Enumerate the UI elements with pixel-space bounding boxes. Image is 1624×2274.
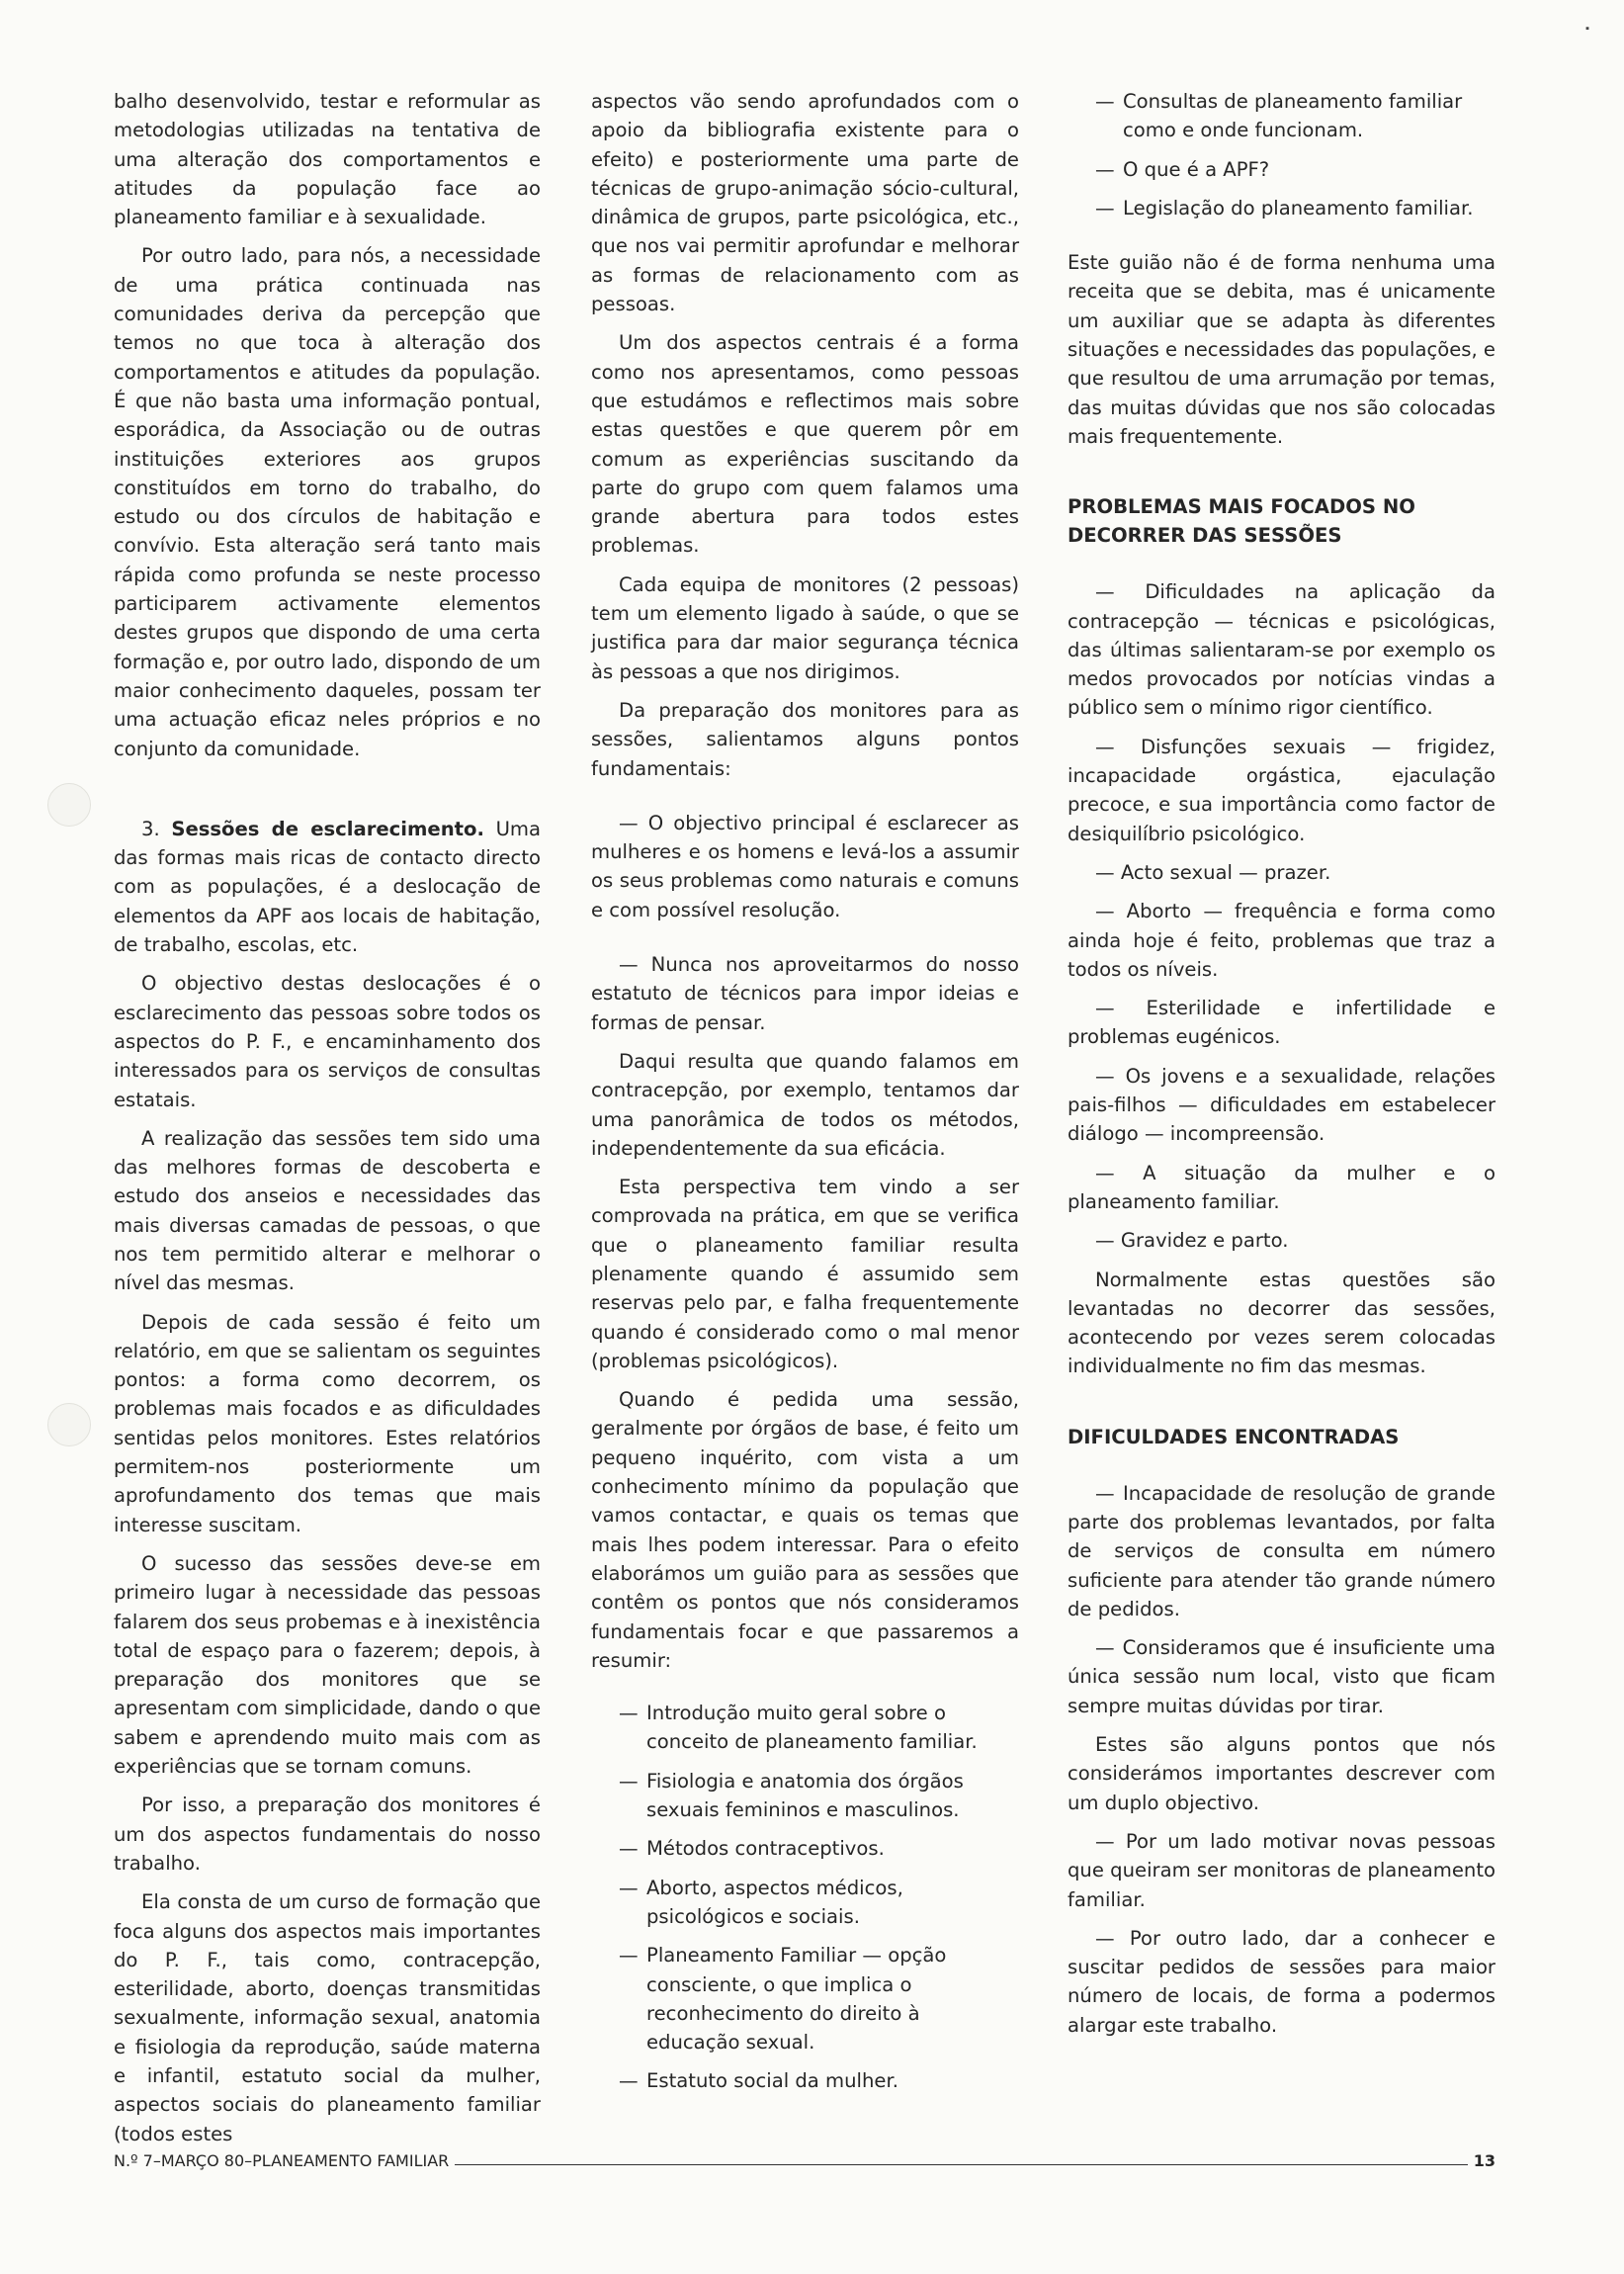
punch-hole-top	[47, 783, 91, 827]
paragraph: balho desenvolvido, testar e reformular as metodologias utilizadas na tentativa de uma alteração dos comportamentos e atitudes da população face ao planeamento familiar e à sexualidade.	[114, 90, 541, 229]
paragraph: Este guião não é de forma nenhuma uma receita que se debita, mas é unicamente um auxiliar que se adapta às diferentes situações e necessidades das populações, e que resultou de uma arrumação por temas, das muitas dúvidas que nos são colocadas mais frequentemente.	[1068, 251, 1496, 448]
problem-item: — Acto sexual — prazer.	[1095, 860, 1331, 884]
objective-item: — Por um lado motivar novas pessoas que queiram ser monitoras de planeamento familiar.	[1068, 1829, 1496, 1911]
paragraph: Normalmente estas questões são levantadas no decorrer das sessões, acontecendo por vezes serem colocadas individualmente no fim das mesmas.	[1068, 1268, 1496, 1378]
paragraph: Por isso, a preparação dos monitores é um dos aspectos fundamentais do nosso trabalho.	[114, 1793, 541, 1875]
list-item: — O que é a APF?	[1095, 157, 1270, 181]
paragraph: Esta perspectiva tem vindo a ser comprovada na prática, em que se verifica que o planeamento familiar resulta plenamente quando é assumido sem reservas pelo par, e falha frequentemente quando é considerado como o mal menor (problemas psicológicos).	[591, 1176, 1019, 1372]
guide-topics-list	[591, 1699, 1019, 2096]
difficulty-item: — Consideramos que é insuficiente uma única sessão num local, visto que ficam sempre muitas dúvidas por tirar.	[1068, 1636, 1496, 1717]
difficulty-item: — Incapacidade de resolução de grande parte dos problemas levantados, por falta de serviços de consulta em número suficiente para atender tão grande número de pedidos.	[1068, 1481, 1496, 1620]
guide-topics-list-continued	[1068, 87, 1496, 222]
list-item: — Consultas de planeamento familiar como e onde funcionam.	[1095, 90, 1463, 142]
list-item: — Fisiologia e anatomia dos órgãos sexuais femininos e masculinos.	[619, 1769, 964, 1822]
paragraph: Um dos aspectos centrais é a forma como nos apresentamos, como pessoas que estudámos e reflectimos mais sobre estas questões e que querem pôr em comum as experiências suscitando da parte do grupo com quem falamos uma grande abertura para todos estes problemas.	[591, 331, 1019, 558]
problem-item: — Os jovens e a sexualidade, relações pais-filhos — dificuldades em estabelecer diálogo — incompreensão.	[1068, 1064, 1496, 1146]
section-number: 3.	[141, 817, 160, 840]
paragraph: Por outro lado, para nós, a necessidade de uma prática continuada nas comunidades deriva da percepção que temos no que toca à alteração dos comportamentos e atitudes da população. É que não basta uma informação pontual, esporádica, da Associação ou de outras instituições exteriores aos grupos constituídos em torno do trabalho, do estudo ou dos círculos de habitação e convívio. Esta alteração será tanto mais rápida como profunda se neste processo participarem activamente elementos destes grupos que dispondo de uma certa formação e, por outro lado, dispondo de um maior conhecimento daqueles, possam ter uma actuação eficaz neles próprios e no conjunto da comunidade.	[114, 244, 541, 760]
objective-item: — Por outro lado, dar a conhecer e suscitar pedidos de sessões para maior número de locais, de forma a podermos alargar este trabalho.	[1068, 1926, 1496, 2037]
list-item: — Aborto, aspectos médicos, psicológicos e sociais.	[619, 1876, 903, 1928]
page-number: 13	[1473, 2151, 1496, 2170]
footer-issue-label: N.º 7–MARÇO 80–PLANEAMENTO FAMILIAR	[114, 2151, 450, 2170]
problem-item: — A situação da mulher e o planeamento familiar.	[1068, 1161, 1496, 1213]
column-2	[591, 87, 1019, 2106]
principle-paragraph: — Nunca nos aproveitarmos do nosso estatuto de técnicos para impor ideias e formas de pensar.	[591, 953, 1019, 1034]
page-footer	[114, 2151, 1496, 2170]
paragraph: O objectivo destas deslocações é o esclarecimento das pessoas sobre todos os aspectos do P. F., e encaminhamento dos interessados para os serviços de consultas estatais.	[114, 972, 541, 1111]
section-title: Sessões de esclarecimento.	[171, 817, 484, 840]
corner-mark: ˙	[1581, 22, 1594, 54]
section-3-paragraph	[114, 815, 541, 959]
list-item: — Estatuto social da mulher.	[619, 2069, 898, 2093]
column-1	[114, 87, 541, 2158]
paragraph: Estes são alguns pontos que nós considerámos importantes descrever com um duplo objectivo.	[1068, 1733, 1496, 1814]
paragraph: Ela consta de um curso de formação que foca alguns dos aspectos mais importantes do P. F., tais como, contracepção, esterilidade, aborto, doenças transmitidas sexualmente, informação sexual, anatomia e fisiologia da reprodução, saúde materna e infantil, estatuto social da mulher, aspectos sociais do planeamento familiar (todos estes	[114, 1890, 541, 2145]
section-heading: DIFICULDADES ENCONTRADAS	[1068, 1425, 1400, 1448]
paragraph: Depois de cada sessão é feito um relatório, em que se salientam os seguintes pontos: a forma como decorrem, os problemas mais focados e as dificuldades sentidas pelos monitores. Estes relatórios permitem-nos posteriormente um aprofundamento dos temas que mais interesse suscitam.	[114, 1310, 541, 1536]
list-item: — Métodos contraceptivos.	[619, 1837, 885, 1861]
column-3	[1068, 87, 1496, 2050]
paragraph: Daqui resulta que quando falamos em contracepção, por exemplo, tentamos dar uma panorâmica de todos os métodos, independentemente da sua eficácia.	[591, 1049, 1019, 1160]
paragraph: aspectos vão sendo aprofundados com o apoio da bibliografia existente para o efeito) e posteriormente uma parte de técnicas de grupo-animação sócio-cultural, dinâmica de grupos, parte psicológica, etc., que nos vai permitir aprofundar e melhorar as formas de relacionamento com as pessoas.	[591, 90, 1019, 316]
principle-paragraph: — O objectivo principal é esclarecer as mulheres e os homens e levá-los a assumir os seus problemas como naturais e comuns e com possível resolução.	[591, 811, 1019, 921]
list-item: — Introdução muito geral sobre o conceito de planeamento familiar.	[619, 1702, 978, 1754]
problem-item: — Gravidez e parto.	[1095, 1229, 1289, 1253]
paragraph: Quando é pedida uma sessão, geralmente por órgãos de base, é feito um pequeno inquérito, com vista a um conhecimento mínimo da população que vamos contactar, e quais os temas que mais lhes podem interessar. Para o efeito elaborámos um guião para as sessões que contêm os pontos que nós consideramos fundamentais focar e que passaremos a resumir:	[591, 1388, 1019, 1672]
paragraph: O sucesso das sessões deve-se em primeiro lugar à necessidade das pessoas falarem dos seus probemas e à inexistência total de espaço para o fazerem; depois, à preparação dos monitores que se apresentam com simplicidade, dando o que sabem e aprendendo muito mais com as experiências que se tornam comuns.	[114, 1551, 541, 1779]
problem-item: — Aborto — frequência e forma como ainda hoje é feito, problemas que traz a todos os níveis.	[1068, 900, 1496, 981]
list-item: — Planeamento Familiar — opção consciente, o que implica o reconhecimento do direito à educação sexual.	[619, 1944, 947, 2055]
problem-item: — Disfunções sexuais — frigidez, incapacidade orgástica, ejaculação precoce, e sua importância como factor de desiquilíbrio psicológico.	[1068, 735, 1496, 845]
list-item: — Legislação do planeamento familiar.	[1095, 196, 1474, 219]
paragraph: A realização das sessões tem sido uma das melhores formas de descoberta e estudo dos anseios e necessidades das mais diversas camadas de pessoas, o que nos tem permitido alterar e melhorar o nível das mesmas.	[114, 1126, 541, 1295]
paragraph: Da preparação dos monitores para as sessões, salientamos alguns pontos fundamentais:	[591, 698, 1019, 780]
section-heading: PROBLEMAS MAIS FOCADOS NO DECORRER DAS SESSÕES	[1068, 495, 1415, 548]
paragraph: Cada equipa de monitores (2 pessoas) tem um elemento ligado à saúde, o que se justifica para dar maior segurança técnica às pessoas a que nos dirigimos.	[591, 572, 1019, 683]
problem-item: — Esterilidade e infertilidade e problemas eugénicos.	[1068, 997, 1496, 1049]
problem-item: — Dificuldades na aplicação da contracepção — técnicas e psicológicas, das últimas salientaram-se por exemplo os medos provocados por notícias vindas a público sem o mínimo rigor científico.	[1068, 580, 1496, 720]
section-text: Uma das formas mais ricas de contacto directo com as populações, é a deslocação de elementos da APF aos locais de habitação, de trabalho, escolas, etc.	[114, 817, 541, 957]
punch-hole-bottom	[47, 1403, 91, 1446]
footer-rule	[455, 2164, 1467, 2165]
